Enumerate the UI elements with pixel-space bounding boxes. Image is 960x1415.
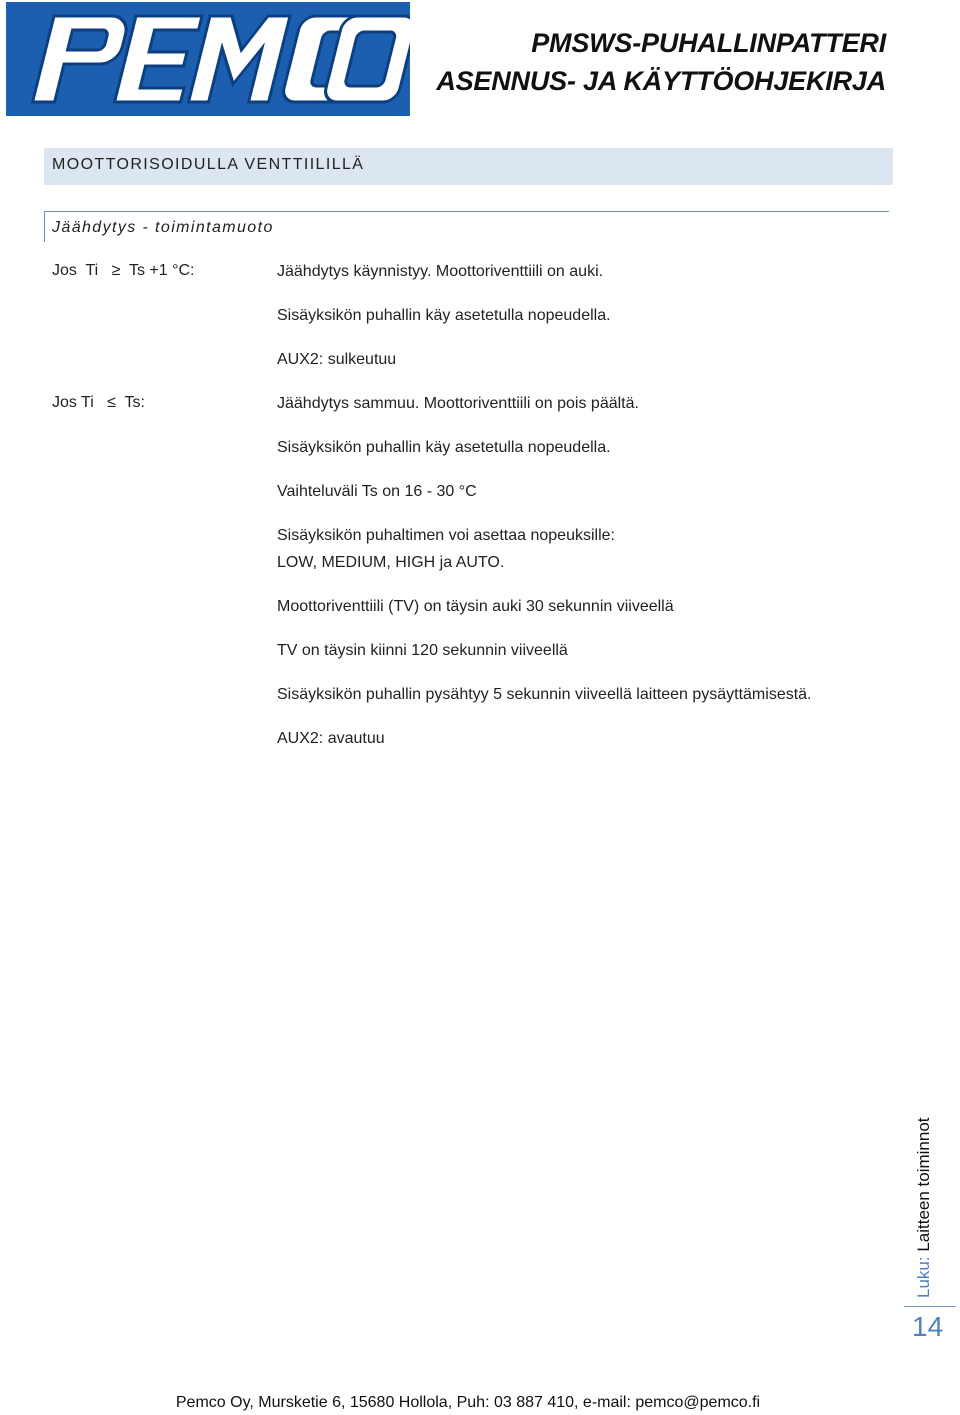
condition-2-line-2: Sisäyksikön puhallin käy asetetulla nopeudella. — [277, 439, 611, 456]
condition-2-line-9: AUX2: avautuu — [277, 730, 385, 747]
condition-2-line-5: LOW, MEDIUM, HIGH ja AUTO. — [277, 554, 505, 571]
condition-2-line-6: Moottoriventtiili (TV) on täysin auki 30 sekunnin viiveellä — [277, 598, 674, 615]
condition-2-line-1: Jäähdytys sammuu. Moottoriventtiili on pois päältä. — [277, 395, 639, 412]
page-number: 14 — [912, 1311, 944, 1342]
condition-2-line-8: Sisäyksikön puhallin pysähtyy 5 sekunnin viiveellä laitteen pysäyttämisestä. — [277, 686, 812, 703]
document-title-line1: PMSWS-PUHALLINPATTERI — [531, 28, 886, 58]
section-heading-bar — [44, 148, 893, 185]
document-title-line2: ASENNUS- JA KÄYTTÖOHJEKIRJA — [436, 66, 886, 96]
condition-2-line-7: TV on täysin kiinni 120 sekunnin viiveellä — [277, 642, 568, 659]
chapter-name: Laitteen toiminnot — [914, 1117, 933, 1257]
pemco-logo — [6, 2, 410, 116]
condition-1-line-3: AUX2: sulkeutuu — [277, 351, 397, 368]
condition-2-line-4: Sisäyksikön puhaltimen voi asettaa nopeuksille: — [277, 527, 615, 544]
condition-label-cooling-off: Jos Ti ≤ Ts: — [52, 394, 145, 411]
document-title — [436, 24, 886, 100]
condition-2-line-3: Vaihteluväli Ts on 16 - 30 °C — [277, 483, 477, 500]
page-number-divider — [904, 1306, 956, 1307]
condition-label-cooling-on: Jos Ti ≥ Ts +1 °C: — [52, 262, 195, 279]
section-heading: MOOTTORISOIDULLA VENTTIILILLÄ — [52, 156, 365, 173]
subsection-heading: Jäähdytys - toimintamuoto — [52, 219, 274, 236]
chapter-label — [914, 1117, 934, 1298]
chapter-prefix: Luku: — [914, 1256, 933, 1298]
subsection-heading-box — [44, 211, 889, 242]
condition-1-line-2: Sisäyksikön puhallin käy asetetulla nopeudella. — [277, 307, 611, 324]
footer-contact: Pemco Oy, Mursketie 6, 15680 Hollola, Puh: 03 887 410, e-mail: pemco@pemco.fi — [175, 1394, 761, 1411]
condition-1-line-1: Jäähdytys käynnistyy. Moottoriventtiili on auki. — [277, 263, 604, 280]
